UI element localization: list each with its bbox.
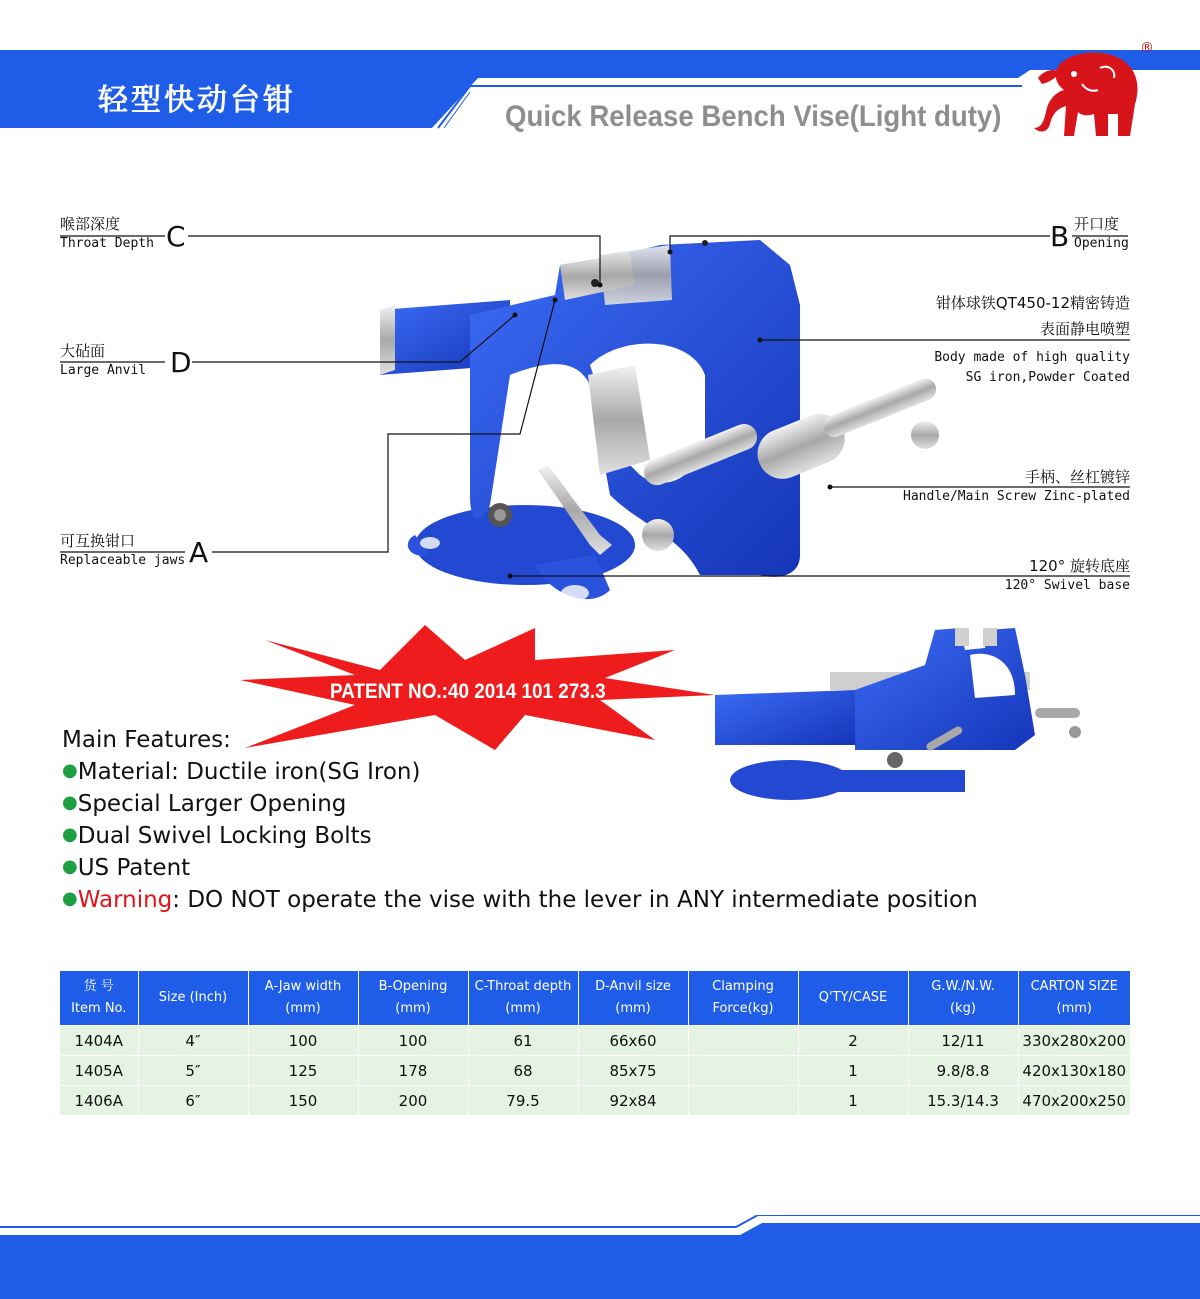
- callout-handle: 手柄、丝杠镀锌 Handle/Main Screw Zinc-plated: [903, 468, 1130, 504]
- table-row: 1404A 4″ 100 100 61 66x60 2 12/11 330x280x200: [60, 1026, 1130, 1056]
- label-letter-a: A: [189, 536, 209, 569]
- column-header: Size (Inch): [138, 971, 248, 1026]
- callout-replaceable-jaws: 可互换钳口 Replaceable jaws: [60, 532, 186, 568]
- column-header: Clamping Force(kg): [688, 971, 798, 1026]
- label-letter-b: B: [1050, 220, 1070, 253]
- feature-item: ●Special Larger Opening: [62, 791, 347, 817]
- table-row: 1406A 6″ 150 200 79.5 92x84 1 15.3/14.3 470x200x250: [60, 1086, 1130, 1116]
- registered-mark: ®: [1140, 40, 1154, 56]
- page-title-en: Quick Release Bench Vise(Light duty): [505, 100, 1002, 133]
- callout-opening: 开口度 Opening: [1074, 215, 1129, 251]
- table-row: 1405A 5″ 125 178 68 85x75 1 9.8/8.8 420x130x180: [60, 1056, 1130, 1086]
- spec-table: [60, 971, 1130, 1115]
- callout-large-anvil: 大砧面 Large Anvil: [60, 342, 147, 378]
- label-letter-d: D: [170, 346, 192, 379]
- callout-throat-depth: 喉部深度 Throat Depth: [60, 215, 154, 251]
- callout-body-material: 钳体球铁QT450-12精密铸造 表面静电喷塑 Body made of high quality SG iron,Powder Coated: [934, 294, 1130, 385]
- column-header: A-Jaw width (mm): [248, 971, 358, 1026]
- callout-swivel-base: 120° 旋转底座 120° Swivel base: [1004, 557, 1130, 593]
- column-header: B-Opening (mm): [358, 971, 468, 1026]
- label-letter-c: C: [166, 220, 186, 253]
- footer-band: [0, 1215, 1200, 1299]
- feature-warning: ●Warning: DO NOT operate the vise with the lever in ANY intermediate position: [62, 887, 978, 913]
- table-header-row: [60, 971, 1130, 1026]
- column-header: 货 号 Item No.: [60, 971, 138, 1026]
- side-view-vise-illustration: [715, 620, 1085, 805]
- feature-item: ●Dual Swivel Locking Bolts: [62, 823, 372, 849]
- column-header: G.W./N.W. (kg): [908, 971, 1018, 1026]
- column-header: D-Anvil size (mm): [578, 971, 688, 1026]
- feature-item: ●US Patent: [62, 855, 191, 881]
- column-header: CARTON SIZE (mm): [1018, 971, 1130, 1026]
- features-title: Main Features:: [62, 727, 231, 753]
- page-title-cn: 轻型快动台钳: [98, 83, 296, 118]
- patent-number: PATENT NO.:40 2014 101 273.3: [330, 680, 606, 703]
- feature-item: ●Material: Ductile iron(SG Iron): [62, 759, 421, 785]
- column-header: Q'TY/CASE: [798, 971, 908, 1026]
- column-header: C-Throat depth (mm): [468, 971, 578, 1026]
